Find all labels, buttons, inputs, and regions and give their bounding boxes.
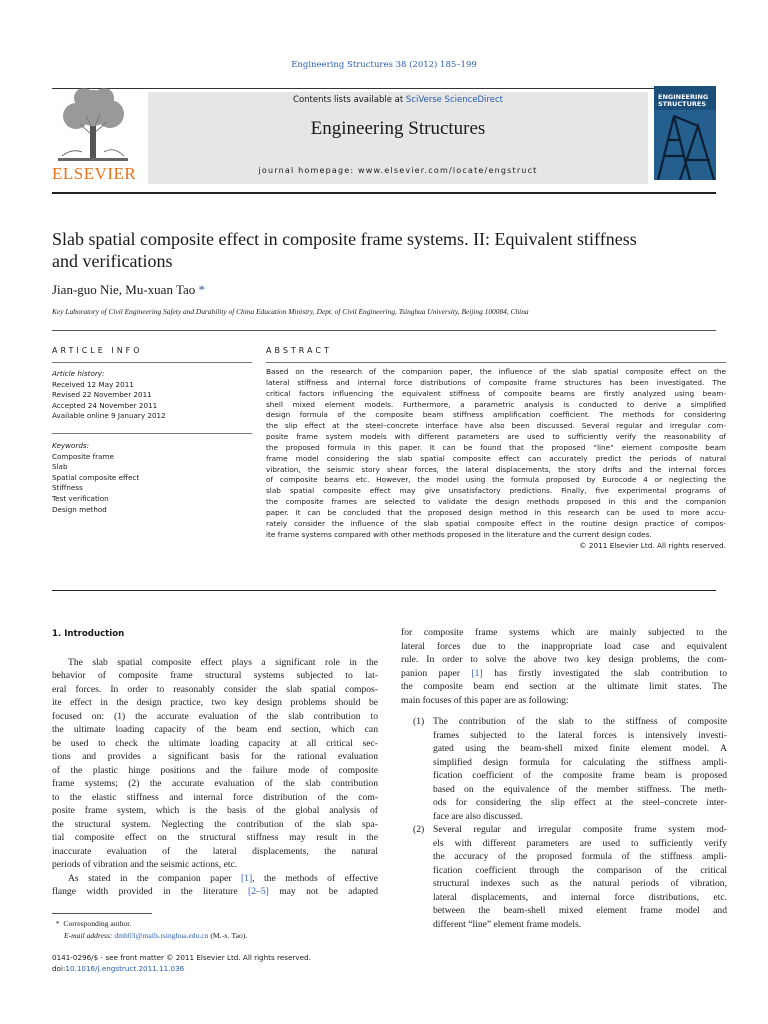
body-line: to the elastic stiffness and internal force distribution of the com- (52, 791, 378, 803)
masthead-box (148, 92, 648, 184)
body-line: simplified design formula for calculating the stiffness ampli- (433, 756, 727, 768)
abstract-line: ite frame systems compared with other methods proposed in the literature and the current design codes. (266, 529, 652, 539)
footnote-rule (52, 913, 152, 914)
doi-prefix: doi: (52, 964, 66, 973)
affiliation: Key Laboratory of Civil Engineering Safety and Durability of China Education Ministry, Dept. of Civil Engineering, Tsinghua University, Beijing 100084, China (52, 307, 529, 316)
abstract-line: the composite frames are selected to validate the design methods proposed in this and the companion (266, 497, 726, 507)
body-line: periods of vibration and the seismic actions, etc. (52, 859, 238, 870)
abstract-line: the proposed formula in this paper. It can be found that the proposed “line” element composite beam (266, 442, 726, 452)
body-line: behavior of composite frame structural systems subjected to lat- (52, 670, 378, 681)
front-matter (52, 952, 382, 974)
body-line: structural indexes such as the natural periods of vibration, (433, 878, 727, 889)
abstract-line: frame model considering the slab spatial composite effect can accurately predict the periods of natural (266, 453, 726, 463)
keyword-item: Design method (52, 504, 107, 514)
list-item-number: (2) (413, 824, 425, 835)
paper-title (52, 228, 716, 272)
body-line: gated using the beam-shell mixed finite element model. A (433, 743, 727, 754)
text-run: As stated in the companion paper (68, 872, 241, 884)
header-rule (52, 192, 716, 194)
body-line: the ultimate loading capacity of the beam end section, which can (52, 724, 378, 735)
elsevier-logo[interactable] (52, 86, 137, 186)
journal-cover-thumbnail[interactable] (654, 86, 716, 180)
body-line (52, 885, 378, 899)
body-line: the composite beam end section at the ultimate limit states. The (401, 681, 727, 692)
authors (52, 282, 205, 298)
abstract-line: rately consider the influence of the slab spatial composite effect in the routine design practice of compos- (266, 518, 726, 528)
keyword-item: Test verification (52, 493, 109, 503)
body-line: lateral forces due to the inappropriate load case and equivalent (401, 640, 727, 652)
body-line: ods for considering the slip effect at the steel–concrete inter- (433, 797, 727, 808)
history-label: Article history: (52, 369, 105, 378)
sciencedirect-link[interactable]: SciVerse ScienceDirect (405, 95, 503, 105)
body-line: of the plastic hinge positions and the failure mode of composite (52, 764, 378, 776)
body-line: different “line” element frame models. (433, 918, 582, 930)
abstract-line: shell mixed element models. Furthermore, a parametric analysis is conducted to derive a simplified (266, 399, 726, 409)
list-item (401, 715, 727, 823)
author-names: Jian-guo Nie, Mu-xuan Tao (52, 282, 196, 297)
body-left-column (52, 628, 378, 899)
doi-line (52, 963, 382, 974)
body-line: fication coefficient of the composite frame beam is proposed (433, 770, 727, 781)
history-received: Received 12 May 2011 (52, 379, 134, 389)
body-line: eral forces. In order to reasonably consider the slab spatial compos- (52, 683, 378, 695)
keyword-item: Stiffness (52, 483, 83, 493)
body-right-column (401, 626, 727, 931)
history-online: Available online 9 January 2012 (52, 411, 166, 421)
reference-link[interactable]: [2–5] (248, 886, 269, 897)
body-line (52, 872, 378, 886)
keywords (52, 441, 252, 515)
section-heading-introduction: 1. Introduction (52, 629, 125, 639)
abstract-line: paper. It can be concluded that the proposed design method in this research can be used to more accu- (266, 507, 726, 517)
body-line: for composite frame systems which are mainly subjected to the (401, 627, 727, 638)
body-line: ite effect in the design practice, two key design problems should be (52, 697, 378, 708)
history-accepted: Accepted 24 November 2011 (52, 400, 158, 410)
body-line: inaccurate evaluation of the lateral displacements, the natural (52, 845, 378, 857)
contents-line (148, 95, 648, 105)
keywords-label: Keywords: (52, 441, 90, 450)
body-line: tial composite effect on the structural stiffness may result in the (52, 832, 378, 843)
body-line: based on the equivalence of the member stiffness. The meth- (433, 783, 727, 795)
abstract-line: vibration, the seismic story shear forces, the lateral displacements, the story drifts and the internal forces (266, 464, 726, 474)
journal-header (52, 86, 716, 186)
abstract-line: Based on the research of the companion paper, the influence of the slab spatial composite effect on the (266, 367, 726, 376)
abstract-heading: ABSTRACT (266, 346, 332, 355)
elsevier-wordmark: ELSEVIER (52, 164, 137, 183)
paper-title-line1: Slab spatial composite effect in composite frame systems. II: Equivalent stiffness (52, 229, 637, 249)
keyword-item: Slab (52, 462, 68, 472)
contents-prefix: Contents lists available at (293, 95, 406, 105)
abstract-text (266, 367, 726, 551)
footnote-mark: * (55, 919, 60, 928)
email-link[interactable]: dmh03@mails.tsinghua.edu.cn (114, 930, 209, 940)
abstract-line: lateral stiffness and internal force distributions of composite frame structures has been investigated. The (266, 377, 726, 387)
affiliation-rule (52, 330, 716, 331)
journal-name: Engineering Structures (310, 118, 486, 139)
abstract-bottom-rule (52, 590, 716, 591)
text-run: has firstly investigated the slab contribution to (482, 667, 727, 679)
footnote (52, 918, 382, 941)
abstract-line: critical factors influencing the equivalent stiffness of composite beams are firstly analyzed using beam- (266, 388, 726, 398)
history-revised: Revised 22 November 2011 (52, 390, 152, 400)
abstract-rule (266, 362, 726, 363)
body-line: tions and provides a significant basis for the rational evaluation (52, 751, 378, 762)
body-line: between the beam-shell mixed element frame model and (433, 905, 727, 916)
cover-structure-icon (654, 86, 716, 180)
reference-link[interactable]: [1] (471, 667, 483, 679)
body-line: frames subjected to the lateral forces is intensively investi- (433, 729, 727, 741)
issn-line: 0141-0296/$ - see front matter © 2011 Elsevier Ltd. All rights reserved. (52, 953, 311, 962)
email-suffix: (M.-x. Tao). (208, 930, 248, 940)
abstract-line: posite frame system models with different parameters are used to sufficiently verify the reasonability of (266, 432, 726, 442)
footnote-email (52, 930, 382, 942)
text-run: , the methods of effective (252, 872, 379, 884)
abstract-copyright: © 2011 Elsevier Ltd. All rights reserved. (579, 540, 726, 550)
keyword-item: Spatial composite effect (52, 472, 140, 482)
article-info-heading: ARTICLE INFO (52, 346, 143, 355)
keywords-rule (52, 433, 252, 434)
paper-title-line2: and verifications (52, 251, 173, 271)
footnote-corresponding (52, 918, 382, 930)
cover-title-line2: STRUCTURES (658, 100, 707, 108)
text-run: panion paper (401, 667, 472, 679)
body-line: focused on: (1) the accurate evaluation of the slab contribution to (52, 710, 378, 722)
journal-homepage-link[interactable]: journal homepage: www.elsevier.com/locate/engstruct (258, 166, 538, 175)
journal-citation[interactable]: Engineering Structures 38 (2012) 185–199 (291, 60, 477, 70)
footnote-label: Corresponding author. (63, 919, 132, 928)
article-info-rule (52, 362, 252, 363)
keyword-item: Composite frame (52, 451, 114, 461)
abstract-line: the slip effect at the steel–concrete interface have also been discussed. Several regular and irregular com- (266, 421, 726, 431)
corresponding-author-mark[interactable]: * (198, 282, 206, 297)
email-label: E-mail address: (64, 930, 115, 940)
doi-link[interactable]: 10.1016/j.engstruct.2011.11.036 (65, 964, 185, 973)
body-line: Several regular and irregular composite frame system mod- (433, 824, 727, 835)
abstract-line: slab spatial composite effect may give unsatisfactory predictions. Finally, five experimental programs of (266, 486, 726, 496)
text-run: may not be adapted (268, 886, 378, 897)
body-line: be used to check the ultimate loading capacity at all critical sec- (52, 737, 378, 749)
reference-link[interactable]: [1] (240, 872, 253, 884)
list-item (401, 823, 727, 931)
cover-title-line1: ENGINEERING (658, 93, 709, 101)
elsevier-tree-icon (52, 86, 134, 162)
body-line: fication coefficient through the comparison of the critical (433, 864, 727, 876)
text-run: flange width provided in the literature (52, 886, 249, 897)
body-line: main focuses of this paper are as following: (401, 694, 569, 706)
body-line: face are also discussed. (433, 810, 523, 822)
body-line: rule. In order to solve the above two key design problems, the com- (401, 654, 727, 665)
list-item-number: (1) (413, 716, 425, 727)
abstract-line: design formula of the composite beam stiffness amplification coefficient. The methods for considering (266, 410, 726, 420)
body-line: lateral displacements, and internal force distributions, etc. (433, 891, 727, 903)
abstract-line: of composite beams etc. However, the model using the formula proposed by Eurocode 4 or neglecting the (266, 475, 726, 485)
body-line: The slab spatial composite effect plays a significant role in the (68, 656, 378, 668)
body-line: els with different parameters are used to sufficiently verify (433, 837, 727, 849)
body-line (401, 667, 727, 681)
article-history (52, 369, 252, 422)
body-line: The contribution of the slab to the stiffness of composite (433, 716, 727, 727)
body-line: frame systems; (2) the accurate evaluation of the slab contribution (52, 778, 378, 789)
body-line: posite frame system, which is the basis of the global analysis of (52, 805, 378, 816)
body-line: the accuracy of the proposed formula of the stiffness ampli- (433, 851, 727, 862)
body-line: the structural system. Neglecting the contribution of the slab spa- (52, 818, 378, 830)
